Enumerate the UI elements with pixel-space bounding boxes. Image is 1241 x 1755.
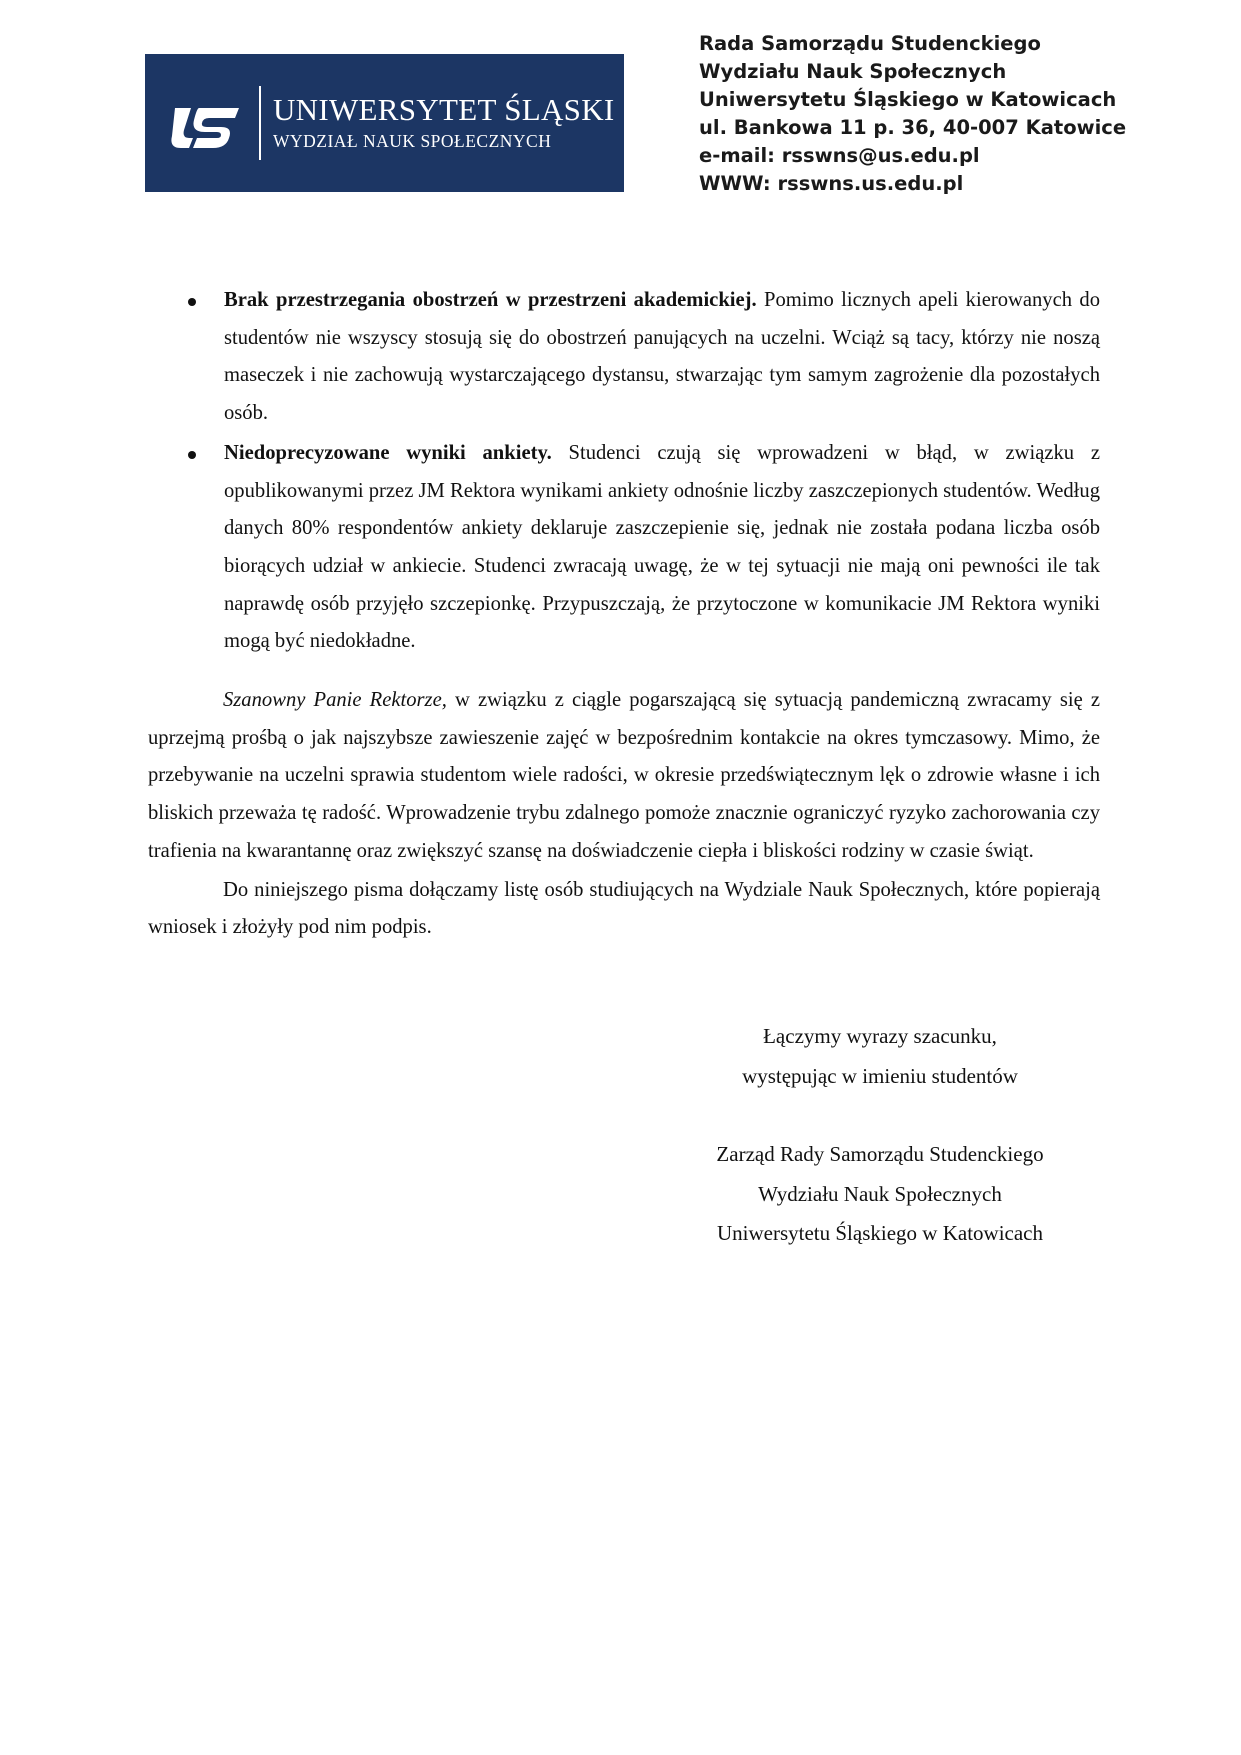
signature-block: [660, 1135, 1100, 1254]
header-line: Rada Samorządu Studenckiego: [699, 32, 1041, 55]
bullet-text: Pomimo licznych apeli kierowanych do studentów nie wszyscy stosują się do obostrzeń panujących na uczelni. Wciąż są tacy, którzy nie noszą maseczek i nie zachowują wystarczającego dystansu, stwarzając tym samym zagrożenie dla pozostałych osób.: [224, 289, 1100, 425]
greeting-line: Łączymy wyrazy szacunku,: [763, 1024, 997, 1048]
paragraph-text: Do niniejszego pisma dołączamy listę osób studiujących na Wydziale Nauk Społecznych, które popierają wniosek i złożyły pod nim podpis.: [148, 878, 1100, 939]
logo-university-name: UNIWERSYTET ŚLĄSKI: [273, 91, 615, 127]
header-address-block: [699, 30, 1126, 198]
header-website: WWW: rsswns.us.edu.pl: [699, 172, 964, 195]
us-logo-icon: [169, 94, 245, 152]
body-paragraph: [148, 872, 1100, 947]
logo-department-name: WYDZIAŁ NAUK SPOŁECZNYCH: [273, 131, 552, 152]
signature-line: Wydziału Nauk Społecznych: [758, 1181, 1002, 1206]
signature-line: Uniwersytetu Śląskiego w Katowicach: [716, 1221, 1043, 1245]
header-line: Uniwersytetu Śląskiego w Katowicach: [699, 88, 1117, 111]
paragraph-text: w związku z ciągle pogarszającą się sytuacją pandemiczną zwracamy się z uprzejmą prośbą o jak najszybsze zawieszenie zajęć w bezpośrednim kontakcie na okres tymczasowy. Mimo, że przebywanie na uczelni sprawia studentom wiele radości, w okresie przedświątecznym lęk o zdrowie własne i ich bliskich przeważa tę radość. Wprowadzenie trybu zdalnego pomoże znacznie ograniczyć ryzyko zachorowania czy trafienia na kwarantannę oraz zwiększyć szansę na doświadczenie ciepła i bliskości rodziny w czasie świąt.: [148, 689, 1100, 862]
salutation: Szanowny Panie Rektorze,: [223, 689, 447, 711]
signature-line: Zarząd Rady Samorządu Studenckiego: [716, 1142, 1044, 1166]
greeting-line: występując w imieniu studentów: [742, 1063, 1018, 1088]
bullet-lead: Niedoprecyzowane wyniki ankiety.: [224, 441, 552, 464]
list-item: [166, 435, 1100, 661]
header-email: e-mail: rsswns@us.edu.pl: [699, 144, 980, 167]
bullet-text: Studenci czują się wprowadzeni w błąd, w związku z opublikowanymi przez JM Rektora wynikami ankiety odnośnie liczby zaszczepionych studentów. Według danych 80% respondentów ankiety deklaruje zaszczepienie się, jednak nie została podana liczba osób biorących udział w ankiecie. Studenci zwracają uwagę, że w tej sytuacji nie mają oni pewności ile tak naprawdę osób przyjęło szczepionkę. Przypuszczają, że przytoczone w komunikacie JM Rektora wyniki mogą być niedokładne.: [224, 441, 1100, 653]
header-line: ul. Bankowa 11 p. 36, 40-007 Katowice: [699, 116, 1127, 139]
issues-list: [166, 282, 1100, 663]
closing-greeting: [660, 1017, 1100, 1096]
university-logo: [145, 54, 624, 192]
logo-divider: [259, 86, 261, 160]
letter-body: [148, 682, 1100, 948]
body-paragraph: [148, 682, 1100, 871]
list-item: [166, 282, 1100, 433]
bullet-lead: Brak przestrzegania obostrzeń w przestrzeni akademickiej.: [224, 289, 757, 311]
header-line: Wydziału Nauk Społecznych: [699, 60, 1007, 83]
